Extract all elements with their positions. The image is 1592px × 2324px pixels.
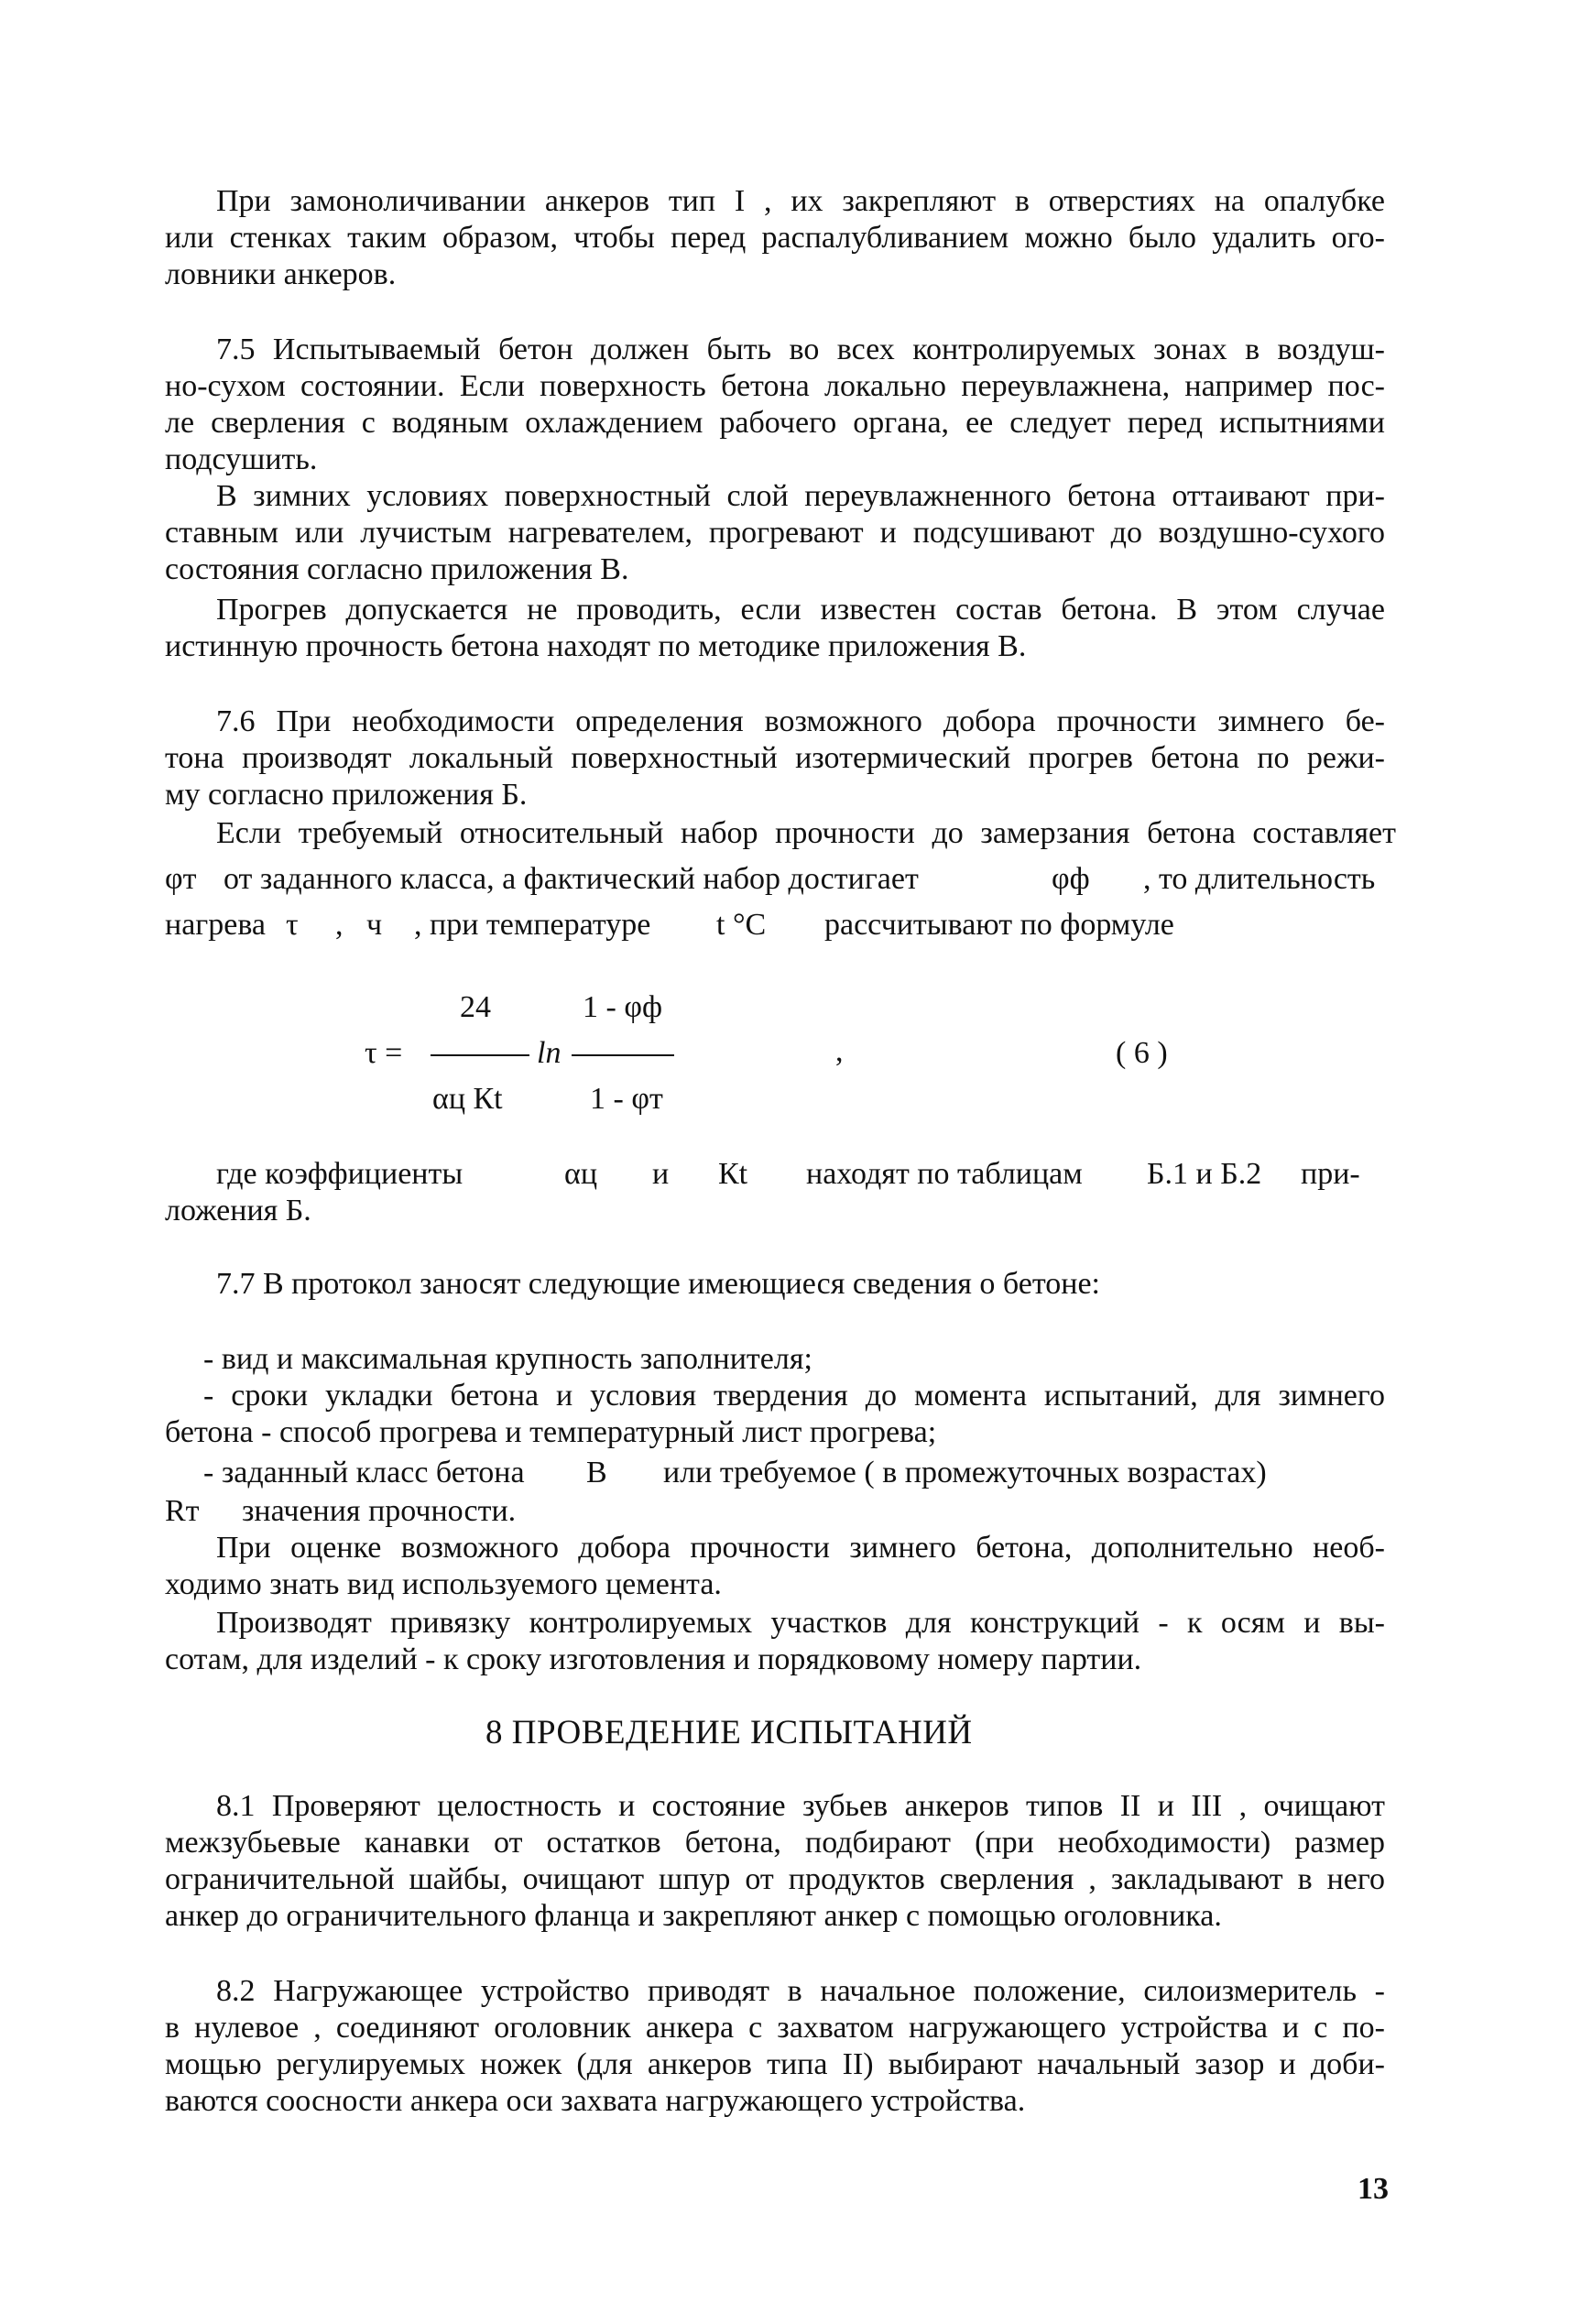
s76-line-3: му согласно приложения Б. — [165, 778, 528, 812]
s77-winter-1: При оценке возможного добора прочности зимнего бетона, дополнительно необ- — [216, 1531, 1385, 1565]
s75-line-2: но-сухом состоянии. Если поверхность бетона локально переувлажнена, например пос- — [165, 369, 1385, 403]
s77-rt-text: значения прочности. — [242, 1494, 517, 1528]
s82-line-3: мощью регулируемых ножек (для анкеров типа II) выбирают начальный зазор и доби- — [165, 2047, 1385, 2081]
coef-find: находят по таблицам — [806, 1157, 1083, 1191]
phi-t-symbol: φт — [165, 862, 197, 896]
formula-numerator-2: 1 - φф — [583, 990, 662, 1024]
s77-rt: Rт — [165, 1494, 200, 1528]
section-8-heading: 8 ПРОВЕДЕНИЕ ИСПЫТАНИЙ — [485, 1714, 973, 1751]
s75-line-4: подсушить. — [165, 442, 318, 476]
formula-lhs: τ = — [365, 1036, 403, 1070]
s75-winter-2: ставным или лучистым нагревателем, прогревают и подсушивают до воздушно-сухого — [165, 516, 1385, 550]
s77-class-b: В — [586, 1456, 607, 1489]
formula-denominator-2: 1 - φт — [590, 1082, 663, 1116]
s82-line-2: в нулевое , соединяют оголовник анкера с захватом нагружающего устройства и с по- — [165, 2011, 1385, 2045]
formula-denominator: αц Кt — [432, 1082, 503, 1116]
formula-ln: ln — [537, 1036, 562, 1070]
anchor-line-3: ловники анкеров. — [165, 257, 397, 291]
coef-where: где коэффициенты — [216, 1157, 463, 1191]
formula-separator: , — [835, 1034, 844, 1068]
s75-line-3: ле сверления с водяным охлаждением рабочего органа, ее следует перед испытниями — [165, 406, 1385, 440]
s77-winter-2: ходимо знать вид используемого цемента. — [165, 1567, 722, 1601]
s81-line-1: 8.1 Проверяют целостность и состояние зубьев анкеров типов II и III , очищают — [216, 1789, 1385, 1823]
s76-req-middle: от заданного класса, а фактический набор достигает — [224, 862, 919, 896]
s75-winter-1: В зимних условиях поверхностный слой переувлажненного бетона оттаивают при- — [216, 479, 1385, 513]
s76-requirement-line: Если требуемый относительный набор прочности до замерзания бетона составляет — [216, 816, 1396, 850]
tau-symbol: τ — [286, 908, 299, 942]
s77-class-a: - заданный класс бетона — [203, 1456, 525, 1489]
s81-line-4: анкер до ограничительного фланца и закрепляют анкер с помощью оголовника. — [165, 1899, 1222, 1933]
coef-line-2: ложения Б. — [165, 1194, 311, 1227]
s81-line-3: ограничительной шайбы, очищают шпур от продуктов сверления , закладывают в него — [165, 1862, 1385, 1896]
s76-line-1: 7.6 При необходимости определения возможного добора прочности зимнего бе- — [216, 704, 1385, 738]
formula-numerator: 24 — [460, 990, 491, 1024]
s75-heating-1: Прогрев допускается не проводить, если известен состав бетона. В этом случае — [216, 593, 1385, 627]
formula-number: ( 6 ) — [1116, 1036, 1168, 1070]
anchor-line-2: или стенках таким образом, чтобы перед распалубливанием можно было удалить ого- — [165, 221, 1385, 255]
coef-and: и — [652, 1157, 670, 1191]
s77-class-c: или требуемое ( в промежуточных возрастах) — [663, 1456, 1267, 1489]
temperature-symbol: t °С — [716, 908, 767, 942]
heat-label: нагрева — [165, 908, 267, 942]
anchor-line-1: При замоноличивании анкеров тип I , их закрепляют в отверстиях на опалубке — [216, 184, 1385, 218]
unit-hours: ч — [366, 908, 383, 942]
s77-title: 7.7 В протокол заносят следующие имеющиеся сведения о бетоне: — [216, 1267, 1100, 1301]
s77-item-2: - сроки укладки бетона и условия твердения до момента испытаний, для зимнего — [203, 1379, 1385, 1413]
s77-item-1: - вид и максимальная крупность заполнителя; — [203, 1342, 812, 1376]
s75-winter-3: состояния согласно приложения В. — [165, 552, 629, 586]
s77-item-2-cont: бетона - способ прогрева и температурный лист прогрева; — [165, 1415, 937, 1449]
s81-line-2: межзубьевые канавки от остатков бетона, подбирают (при необходимости) размер — [165, 1826, 1385, 1860]
s76-req-end: , то длительность — [1143, 862, 1376, 896]
coef-alpha: αц — [564, 1157, 598, 1191]
s75-line-1: 7.5 Испытываемый бетон должен быть во всех контролируемых зонах в воздуш- — [216, 333, 1385, 366]
s82-line-4: ваются соосности анкера оси захвата нагружающего устройства. — [165, 2084, 1026, 2118]
fraction-bar-2 — [572, 1054, 674, 1056]
page-number: 13 — [1358, 2172, 1389, 2206]
comma-symbol: , — [335, 908, 343, 942]
coef-tables: Б.1 и Б.2 — [1147, 1157, 1262, 1191]
temperature-label: , при температуре — [414, 908, 651, 942]
coef-kt: Кt — [718, 1157, 748, 1191]
s82-line-1: 8.2 Нагружающее устройство приводят в начальное положение, силоизмеритель - — [216, 1974, 1385, 2008]
s76-line-2: тона производят локальный поверхностный изотермический прогрев бетона по режи- — [165, 741, 1385, 775]
coef-pri: при- — [1301, 1157, 1360, 1191]
phi-f-symbol: φф — [1052, 862, 1090, 896]
s77-produce-1: Производят привязку контролируемых участков для конструкций - к осям и вы- — [216, 1606, 1385, 1640]
s75-heating-2: истинную прочность бетона находят по методике приложения В. — [165, 629, 1027, 663]
s77-produce-2: сотам, для изделий - к сроку изготовления и порядковому номеру партии. — [165, 1642, 1142, 1676]
fraction-bar-1 — [431, 1054, 529, 1056]
calc-text: рассчитывают по формуле — [824, 908, 1174, 942]
